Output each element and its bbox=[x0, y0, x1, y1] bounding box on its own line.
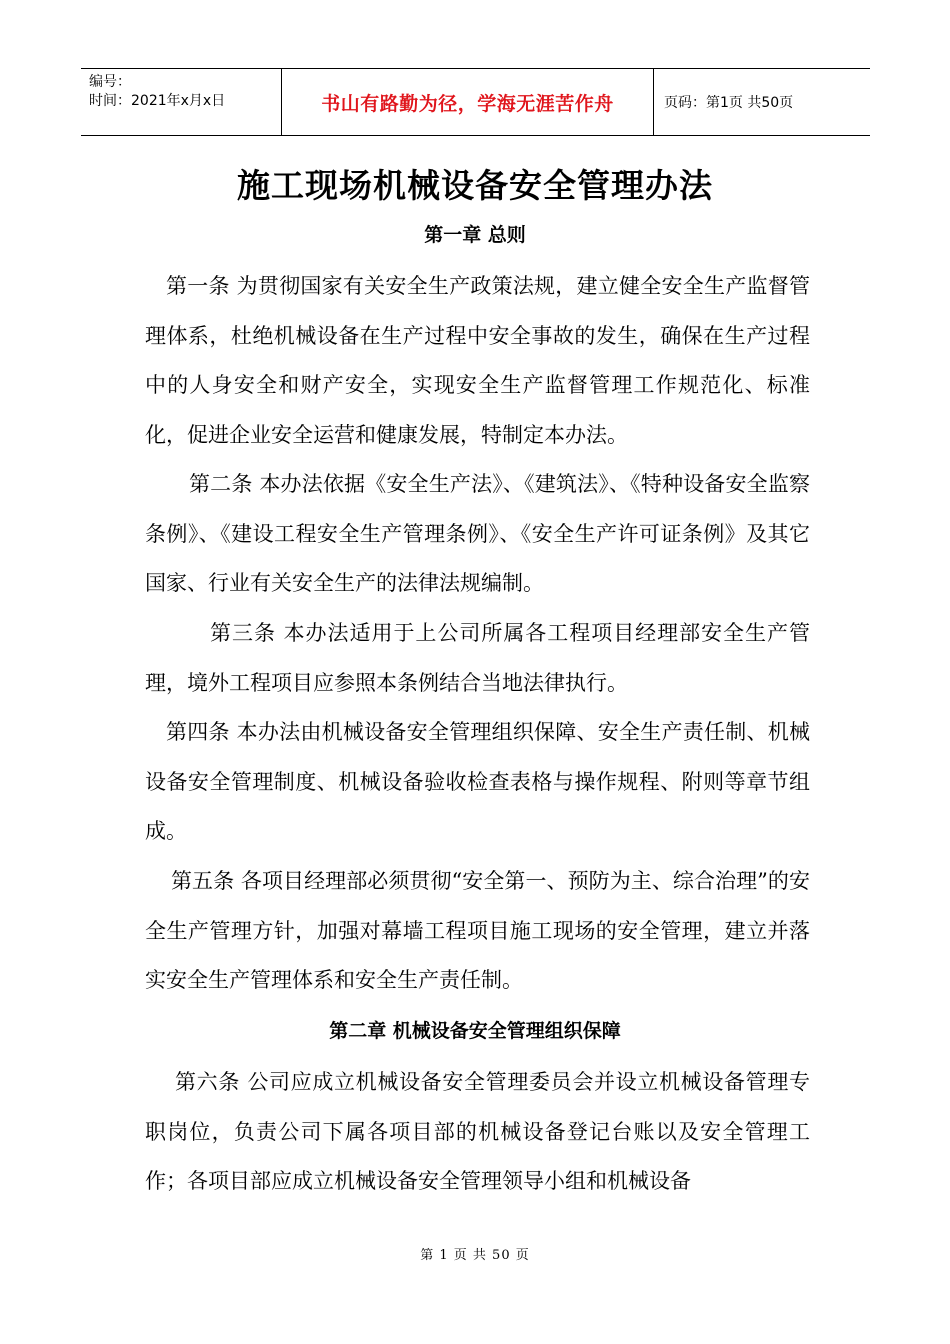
article-paragraph: 第六条 公司应成立机械设备安全管理委员会并设立机械设备管理专职岗位，负责公司下属各项目部的机械设备登记台账以及安全管理工作；各项目部应成立机械设备安全管理领导小组和机械设备 bbox=[145, 1070, 810, 1194]
header-motto-cell bbox=[282, 69, 654, 135]
header-meta-cell bbox=[81, 69, 282, 135]
article-paragraph: 第二条 本办法依据《安全生产法》、《建筑法》、《特种设备安全监察条例》、《建设工程安全生产管理条例》、《安全生产许可证条例》及其它国家、行业有关安全生产的法律法规编制。 bbox=[145, 472, 810, 596]
header-table bbox=[81, 68, 870, 136]
article-paragraph: 第一条 为贯彻国家有关安全生产政策法规，建立健全安全生产监督管理体系，杜绝机械设备在生产过程中安全事故的发生，确保在生产过程中的人身安全和财产安全，实现安全生产监督管理工作规范化、标准化，促进企业安全运营和健康发展，特制定本办法。 bbox=[145, 274, 810, 447]
page-info: 页码：第1页 共50页 bbox=[664, 95, 794, 111]
page-footer: 第 1 页 共 50 页 bbox=[420, 1248, 530, 1263]
serial-number-label: 编号： bbox=[89, 74, 131, 90]
document-title: 施工现场机械设备安全管理办法 bbox=[237, 166, 713, 205]
chapter-heading-1: 第一章 总则 bbox=[424, 224, 526, 246]
header-page-cell bbox=[654, 69, 870, 135]
date-label: 时间：2021年x月x日 bbox=[89, 93, 226, 109]
article-paragraph: 第四条 本办法由机械设备安全管理组织保障、安全生产责任制、机械设备安全管理制度、机械设备验收检查表格与操作规程、附则等章节组成。 bbox=[145, 720, 810, 844]
article-paragraph: 第五条 各项目经理部必须贯彻“安全第一、预防为主、综合治理”的安全生产管理方针，加强对幕墙工程项目施工现场的安全管理，建立并落实安全生产管理体系和安全生产责任制。 bbox=[145, 869, 810, 993]
article-paragraph: 第三条 本办法适用于上公司所属各工程项目经理部安全生产管理，境外工程项目应参照本条例结合当地法律执行。 bbox=[145, 621, 810, 695]
chapter-heading-2: 第二章 机械设备安全管理组织保障 bbox=[329, 1020, 621, 1042]
motto-text: 书山有路勤为径，学海无涯苦作舟 bbox=[321, 92, 614, 115]
